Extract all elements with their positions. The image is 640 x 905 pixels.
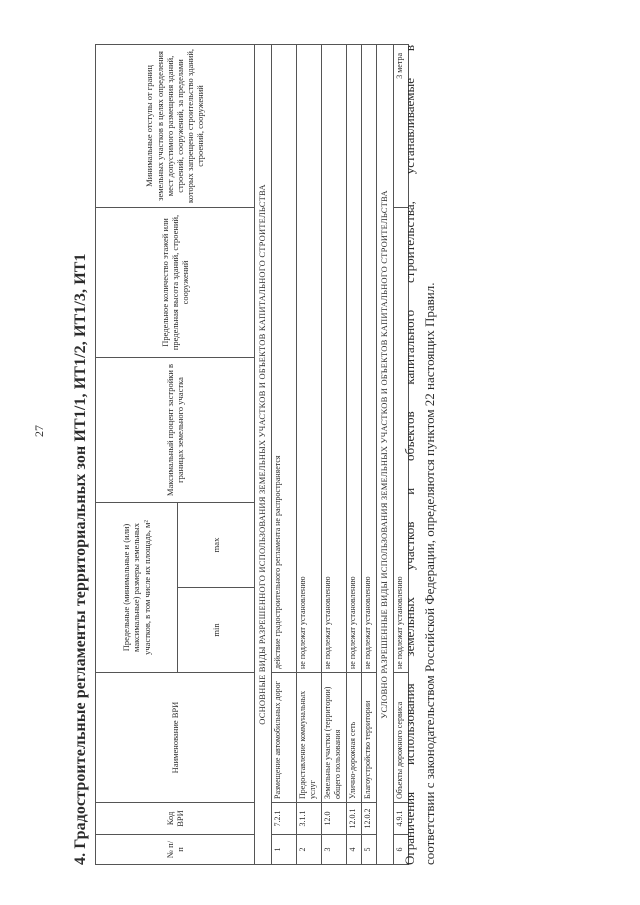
row-code: 12.0.1	[347, 803, 362, 835]
footer-line-2: соответствии с законодательством Российской Федерации, определяются пунктом 22 настоящих Правил.	[422, 282, 437, 865]
table-row	[297, 44, 322, 864]
row-value: не подлежат установлению	[347, 44, 362, 672]
row-num: 2	[297, 835, 322, 865]
row-value: не подлежат установлению	[394, 207, 409, 672]
row-name: Благоустройство территории	[362, 673, 377, 803]
section-row	[255, 44, 272, 864]
row-setback: 3 метра	[394, 44, 409, 207]
footer-line-1: Ограничения использования земельных участков и объектов капитального строительства, устанавливаемые в	[402, 45, 417, 865]
header-code: Код ВРИ	[96, 803, 255, 835]
row-code: 7.2.1	[272, 803, 297, 835]
footer-paragraph	[400, 45, 440, 865]
row-num: 4	[347, 835, 362, 865]
header-size-group-text: Предельные (минимальные и (или) максимальные) размеры земельных участков, в том числе их площадь, м²	[121, 520, 152, 655]
header-name: Наименование ВРИ	[96, 673, 255, 803]
table-row	[362, 44, 377, 864]
header-num: № п/п	[96, 835, 255, 865]
row-code: 3.1.1	[297, 803, 322, 835]
row-value: не подлежат установлению	[322, 44, 347, 672]
page-number: 27	[32, 425, 46, 437]
row-code: 12.0.2	[362, 803, 377, 835]
row-num: 1	[272, 835, 297, 865]
row-num: 3	[322, 835, 347, 865]
header-size-group	[96, 502, 178, 672]
row-name: Размещение автомобильных дорог	[272, 673, 297, 803]
table-row	[347, 44, 362, 864]
header-min: min	[178, 588, 255, 673]
row-code: 4.9.1	[394, 803, 409, 835]
row-name: Предоставление коммунальных услуг	[297, 673, 322, 803]
table-header	[96, 44, 255, 864]
section-row	[377, 44, 394, 864]
header-percent: Максимальный процент застройки в границах земельного участка	[96, 357, 255, 502]
table-body	[255, 44, 409, 864]
document-title: 4. Градостроительные регламенты территориальных зон ИТ1/1, ИТ1/2, ИТ1/3, ИТ1	[72, 253, 89, 865]
row-name: Объекты дорожного сервиса	[394, 673, 409, 803]
row-value: не подлежат установлению	[297, 44, 322, 672]
section-title: УСЛОВНО РАЗРЕШЕННЫЕ ВИДЫ ИСПОЛЬЗОВАНИЯ ЗЕМЕЛЬНЫХ УЧАСТКОВ И ОБЪЕКТОВ КАПИТАЛЬНОГО СТРОИТЕЛЬСТВА	[377, 44, 394, 864]
section-title: ОСНОВНЫЕ ВИДЫ РАЗРЕШЕННОГО ИСПОЛЬЗОВАНИЯ ЗЕМЕЛЬНЫХ УЧАСТКОВ И ОБЪЕКТОВ КАПИТАЛЬНОГО СТРОИТЕЛЬСТВА	[255, 44, 272, 864]
row-name: Земельные участки (территории) общего пользования	[322, 673, 347, 803]
table-row	[322, 44, 347, 864]
table-row	[272, 44, 297, 864]
header-max: max	[178, 502, 255, 587]
row-name: Улично-дорожная сеть	[347, 673, 362, 803]
row-value: не подлежат установлению	[362, 44, 377, 672]
regulations-table	[95, 44, 409, 865]
header-floors: Предельное количество этажей или предельная высота зданий, строений, сооружений	[96, 207, 255, 357]
header-setback: Минимальные отступы от границ земельных участков в целях определения мест допустимого размещения зданий, строений, сооружений, за пределами которых запрещено строительство зданий, строений, сооружений	[96, 44, 255, 207]
row-num: 6	[394, 835, 409, 865]
row-value: действие градостроительного регламента не распространяется	[272, 44, 297, 672]
row-code: 12.0	[322, 803, 347, 835]
row-num: 5	[362, 835, 377, 865]
